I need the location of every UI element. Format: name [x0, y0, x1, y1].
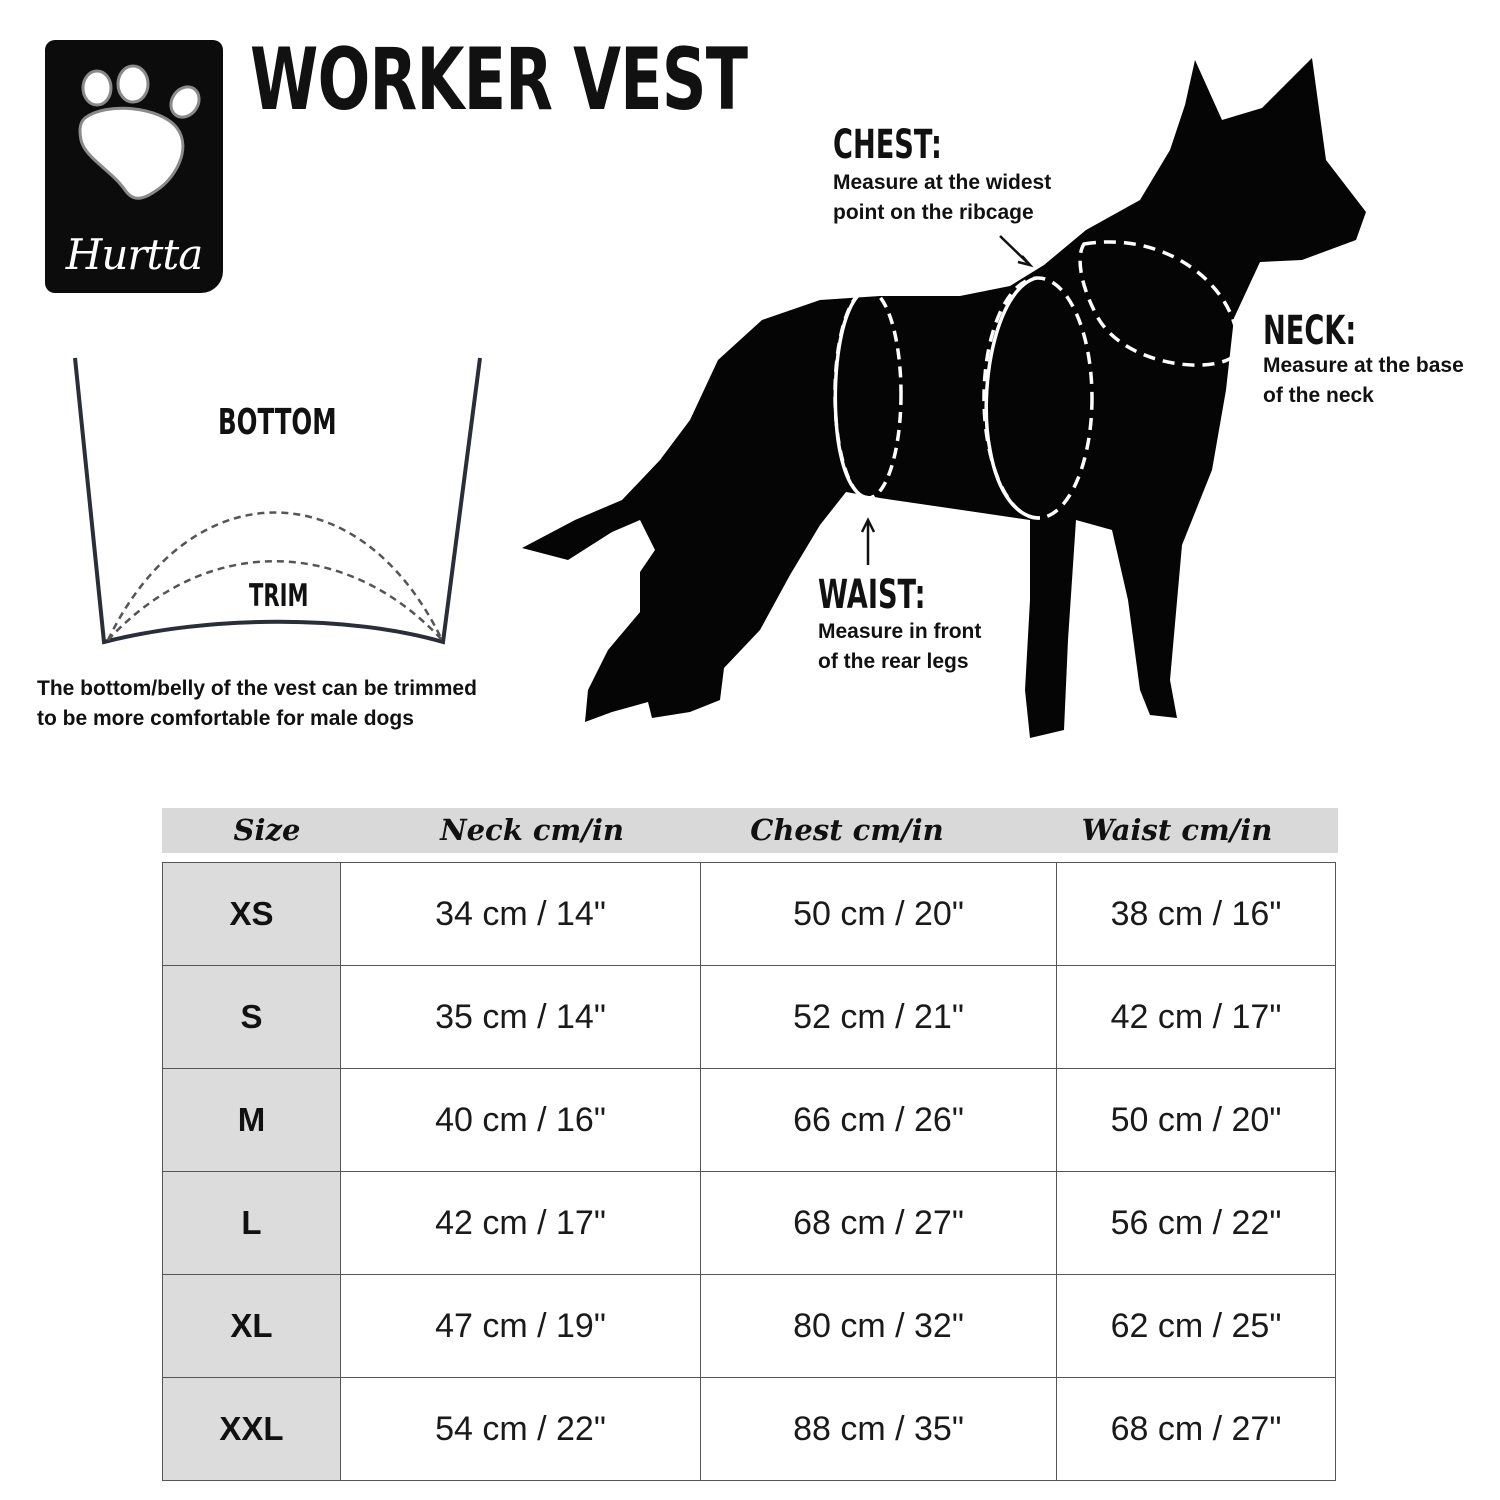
chest-cell: 52 cm / 21" [701, 966, 1057, 1069]
waist-cell: 42 cm / 17" [1057, 966, 1336, 1069]
size-cell: XL [163, 1275, 341, 1378]
chest-note [833, 168, 1051, 228]
chest-heading: CHEST: [833, 122, 942, 168]
neck-cell: 54 cm / 22" [341, 1378, 701, 1481]
vest-trim-label: TRIM [249, 578, 309, 614]
table-row [163, 863, 1336, 966]
neck-cell: 35 cm / 14" [341, 966, 701, 1069]
waist-cell: 56 cm / 22" [1057, 1172, 1336, 1275]
size-cell: XXL [163, 1378, 341, 1481]
size-cell: S [163, 966, 341, 1069]
neck-cell: 42 cm / 17" [341, 1172, 701, 1275]
waist-cell: 62 cm / 25" [1057, 1275, 1336, 1378]
chest-cell: 68 cm / 27" [701, 1172, 1057, 1275]
chest-cell: 88 cm / 35" [701, 1378, 1057, 1481]
trim-note [37, 674, 477, 734]
table-row [163, 1275, 1336, 1378]
neck-heading: NECK: [1263, 308, 1357, 354]
size-table [162, 862, 1336, 1481]
size-cell: XS [163, 863, 341, 966]
size-cell: M [163, 1069, 341, 1172]
waist-cell: 68 cm / 27" [1057, 1378, 1336, 1481]
size-cell: L [163, 1172, 341, 1275]
waist-note-line-1: Measure in front [818, 620, 982, 643]
size-table-header [162, 808, 1338, 853]
table-row [163, 1069, 1336, 1172]
header-neck: Neck cm/in [440, 813, 624, 847]
chest-cell: 80 cm / 32" [701, 1275, 1057, 1378]
table-row [163, 1172, 1336, 1275]
neck-note-line-2: of the neck [1263, 384, 1374, 407]
hurtta-logo [45, 40, 223, 293]
table-row [163, 1378, 1336, 1481]
chest-note-line-2: point on the ribcage [833, 201, 1034, 224]
page-title: WORKER VEST [250, 30, 748, 130]
vest-bottom-label: BOTTOM [218, 402, 337, 443]
header-waist: Waist cm/in [1081, 813, 1273, 847]
neck-note [1263, 351, 1464, 411]
header-chest: Chest cm/in [750, 813, 944, 847]
chest-cell: 50 cm / 20" [701, 863, 1057, 966]
chest-cell: 66 cm / 26" [701, 1069, 1057, 1172]
waist-note [818, 617, 981, 677]
neck-cell: 40 cm / 16" [341, 1069, 701, 1172]
trim-note-line-1: The bottom/belly of the vest can be trimmed [37, 677, 477, 700]
table-row [163, 966, 1336, 1069]
header-size: Size [233, 813, 301, 847]
neck-note-line-1: Measure at the base [1263, 354, 1464, 377]
neck-cell: 47 cm / 19" [341, 1275, 701, 1378]
brand-name: Hurtta [65, 230, 203, 279]
chest-note-line-1: Measure at the widest [833, 171, 1052, 194]
waist-cell: 38 cm / 16" [1057, 863, 1336, 966]
trim-note-line-2: to be more comfortable for male dogs [37, 707, 414, 730]
waist-cell: 50 cm / 20" [1057, 1069, 1336, 1172]
waist-note-line-2: of the rear legs [818, 650, 969, 673]
waist-heading: WAIST: [818, 572, 926, 618]
neck-cell: 34 cm / 14" [341, 863, 701, 966]
